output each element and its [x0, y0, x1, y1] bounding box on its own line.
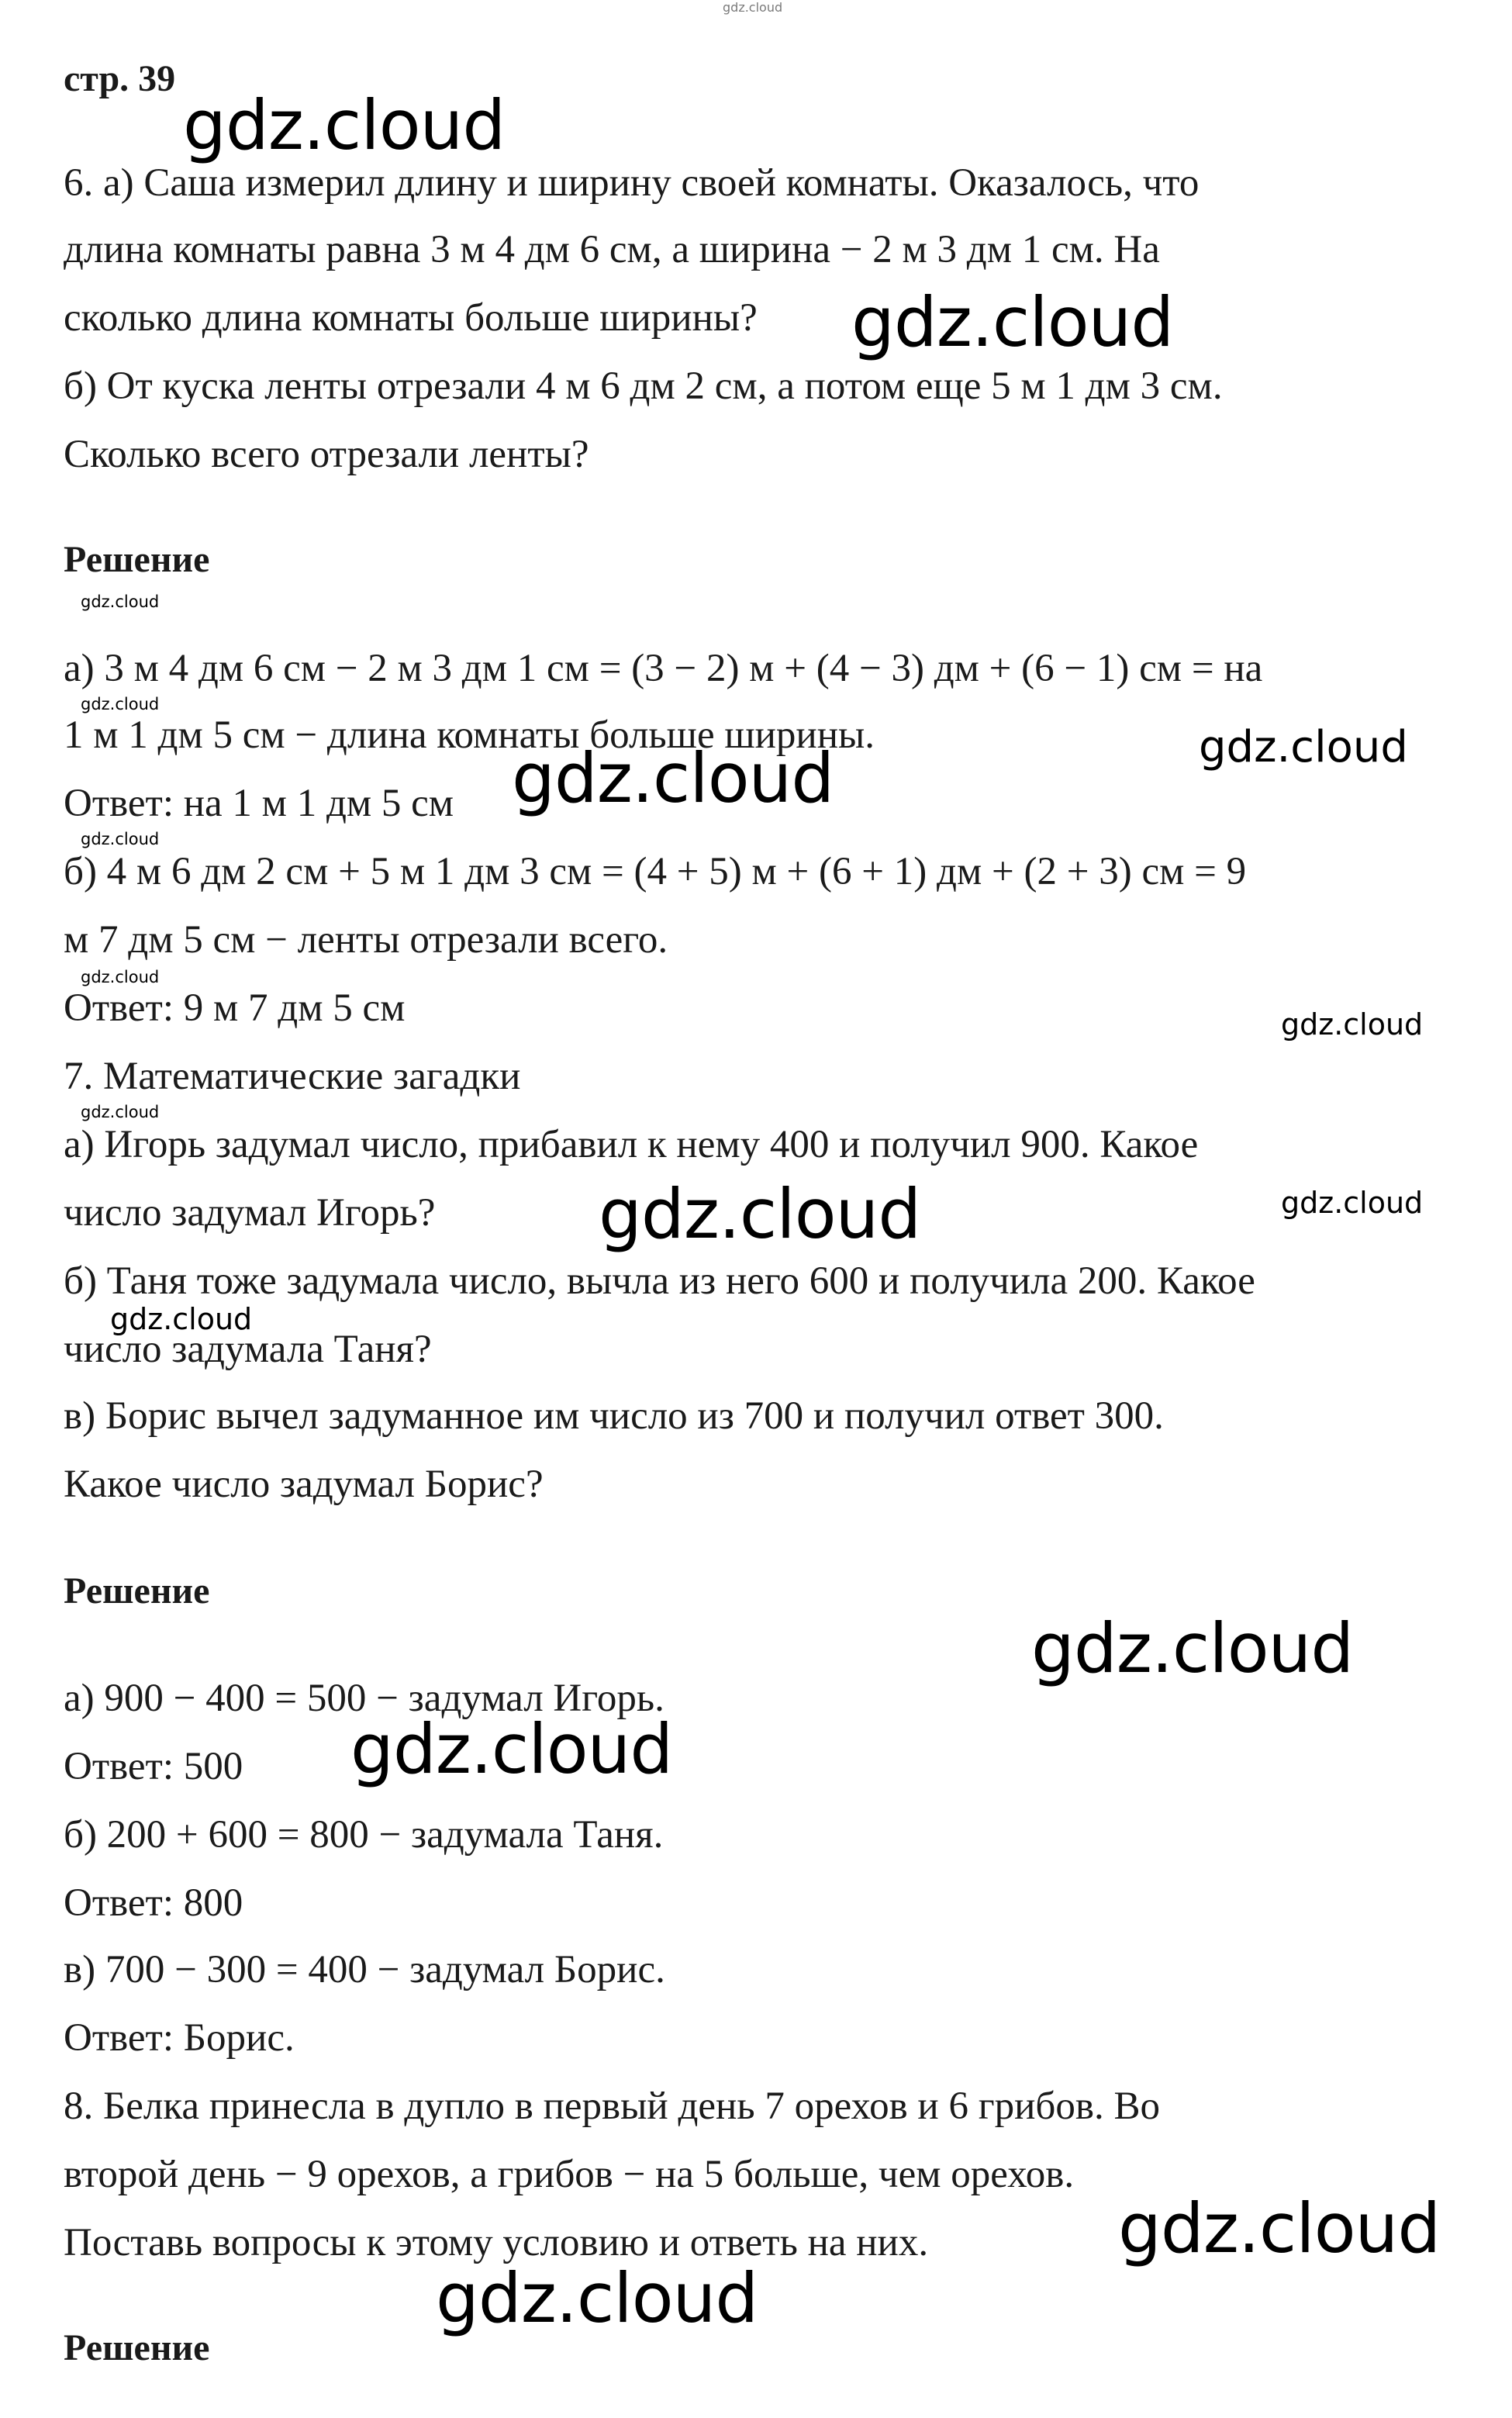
watermark: gdz.cloud — [81, 830, 160, 848]
answer-line: Ответ: 500 — [64, 1745, 243, 1788]
task-line: 8. Белка принесла в дупло в первый день 7 орехов и 6 грибов. Во — [64, 2085, 1160, 2128]
task-line: Сколько всего отрезали ленты? — [64, 433, 589, 476]
solution-heading: Решение — [64, 2327, 210, 2368]
watermark: gdz.cloud — [81, 695, 160, 713]
watermark: gdz.cloud — [350, 1709, 673, 1789]
task-line: второй день − 9 орехов, а грибов − на 5 больше, чем орехов. — [64, 2153, 1075, 2196]
answer-line: Ответ: Борис. — [64, 2016, 295, 2060]
task-line: б) От куска ленты отрезали 4 м 6 дм 2 см, а потом еще 5 м 1 дм 3 см. — [64, 364, 1223, 408]
watermark: gdz.cloud — [1281, 1007, 1424, 1041]
watermark: gdz.cloud — [1031, 1608, 1354, 1688]
page-header: стр. 39 — [64, 58, 176, 99]
task-line: Какое число задумал Борис? — [64, 1463, 544, 1506]
watermark: gdz.cloud — [81, 968, 160, 986]
watermark: gdz.cloud — [1118, 2188, 1441, 2268]
answer-line: Ответ: 800 — [64, 1881, 243, 1925]
solution-line: а) 900 − 400 = 500 − задумал Игорь. — [64, 1677, 665, 1720]
solution-line: 1 м 1 дм 5 см − длина комнаты больше ширины. — [64, 713, 875, 757]
watermark: gdz.cloud — [81, 1103, 160, 1121]
solution-heading: Решение — [64, 539, 210, 580]
watermark: gdz.cloud — [1199, 722, 1408, 772]
task-line: 6. а) Саша измерил длину и ширину своей комнаты. Оказалось, что — [64, 161, 1200, 205]
task-line: длина комнаты равна 3 м 4 дм 6 см, а ширина − 2 м 3 дм 1 см. На — [64, 228, 1160, 271]
watermark: gdz.cloud — [183, 85, 506, 165]
watermark: gdz.cloud — [81, 592, 160, 611]
answer-line: Ответ: 9 м 7 дм 5 см — [64, 986, 406, 1030]
watermark: gdz.cloud — [1281, 1186, 1424, 1220]
watermark: gdz.cloud — [851, 282, 1174, 362]
task-line: число задумала Таня? — [64, 1328, 432, 1371]
watermark: gdz.cloud — [599, 1174, 921, 1254]
watermark: gdz.cloud — [723, 0, 783, 15]
watermark: gdz.cloud — [436, 2258, 758, 2338]
solution-line: б) 4 м 6 дм 2 см + 5 м 1 дм 3 см = (4 + 5) м + (6 + 1) дм + (2 + 3) см = 9 — [64, 850, 1247, 893]
answer-line: Ответ: на 1 м 1 дм 5 см — [64, 782, 454, 825]
solution-line: в) 700 − 300 = 400 − задумал Борис. — [64, 1948, 665, 1991]
task-line: б) Таня тоже задумала число, вычла из него 600 и получила 200. Какое — [64, 1259, 1255, 1303]
solution-heading: Решение — [64, 1570, 210, 1611]
watermark: gdz.cloud — [512, 738, 834, 818]
solution-line: а) 3 м 4 дм 6 см − 2 м 3 дм 1 см = (3 − 2) м + (4 − 3) дм + (6 − 1) см = на — [64, 647, 1263, 690]
watermark: gdz.cloud — [110, 1302, 253, 1336]
solution-line: м 7 дм 5 см − ленты отрезали всего. — [64, 918, 668, 962]
task-line: 7. Математические загадки — [64, 1055, 521, 1098]
solution-line: б) 200 + 600 = 800 − задумала Таня. — [64, 1813, 664, 1857]
task-line: а) Игорь задумал число, прибавил к нему 400 и получил 900. Какое — [64, 1123, 1199, 1166]
task-line: в) Борис вычел задуманное им число из 700 и получил ответ 300. — [64, 1394, 1164, 1438]
task-line: сколько длина комнаты больше ширины? — [64, 296, 758, 340]
task-line: число задумал Игорь? — [64, 1191, 436, 1235]
task-line: Поставь вопросы к этому условию и ответь на них. — [64, 2221, 929, 2264]
